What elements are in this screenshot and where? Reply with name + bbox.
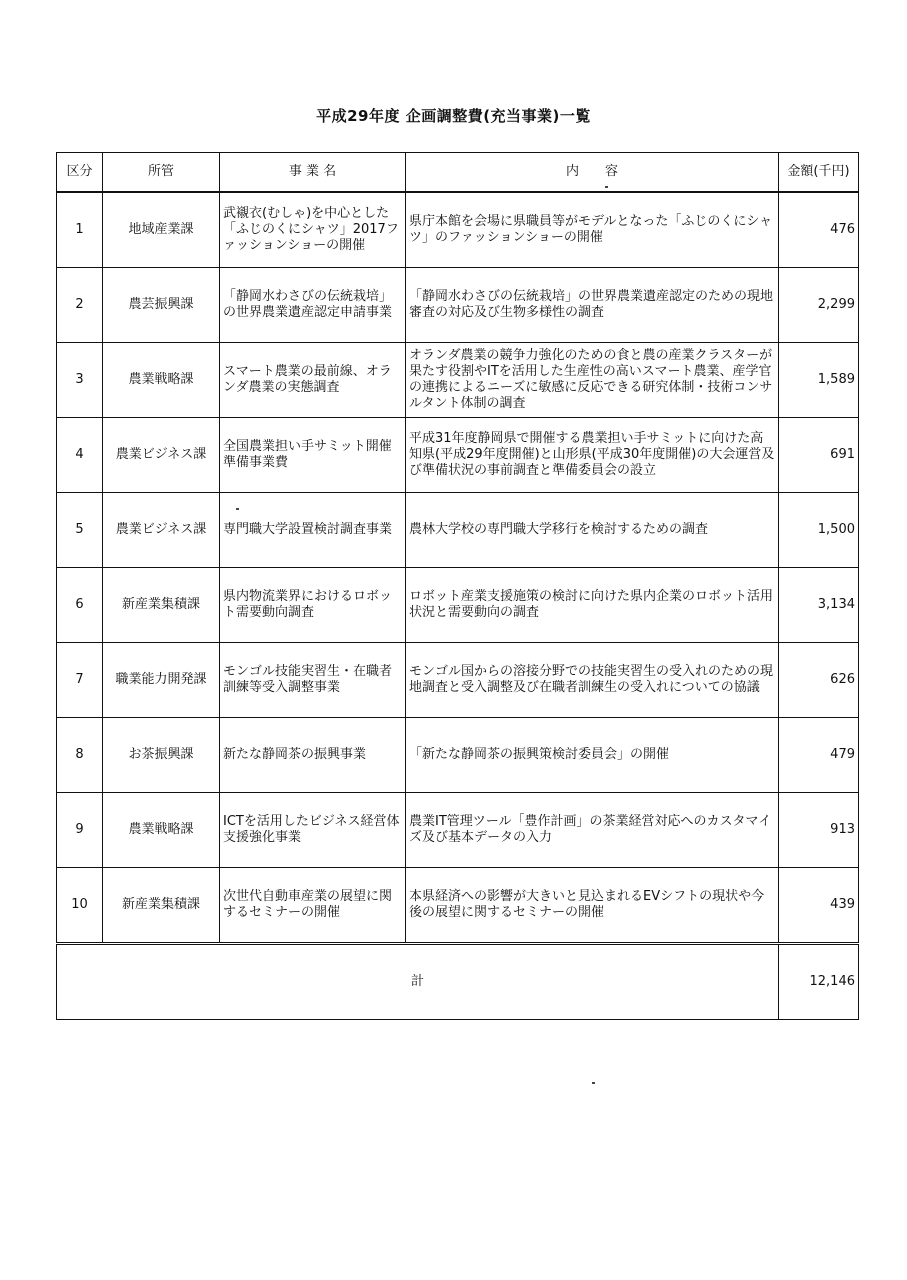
row-department: 地域産業課 xyxy=(103,192,220,268)
row-department: 新産業集積課 xyxy=(103,568,220,643)
row-content: 本県経済への影響が大きいと見込まれるEVシフトの現状や今後の展望に関するセミナーの開催 xyxy=(406,868,779,944)
row-department: 農業戦略課 xyxy=(103,343,220,418)
row-project-name: モンゴル技能実習生・在職者訓練等受入調整事業 xyxy=(220,643,406,718)
row-department: 新産業集積課 xyxy=(103,868,220,944)
row-amount: 3,134 xyxy=(779,568,859,643)
row-number: 5 xyxy=(57,493,103,568)
table-row xyxy=(57,718,859,793)
row-number: 8 xyxy=(57,718,103,793)
row-content: ロボット産業支援施策の検討に向けた県内企業のロボット活用状況と需要動向の調査 xyxy=(406,568,779,643)
row-project-name: 武襯衣(むしゃ)を中心とした「ふじのくにシャツ」2017ファッションショーの開催 xyxy=(220,192,406,268)
table-row xyxy=(57,192,859,268)
scan-speck xyxy=(605,186,608,188)
row-project-name: 県内物流業界におけるロボット需要動向調査 xyxy=(220,568,406,643)
row-department: 農業戦略課 xyxy=(103,793,220,868)
total-row xyxy=(57,944,859,1020)
row-project-name: 全国農業担い手サミット開催準備事業費 xyxy=(220,418,406,493)
table-row xyxy=(57,268,859,343)
row-content: 農業IT管理ツール「豊作計画」の茶業経営対応へのカスタマイズ及び基本データの入力 xyxy=(406,793,779,868)
row-department: 農業ビジネス課 xyxy=(103,493,220,568)
row-content: 平成31年度静岡県で開催する農業担い手サミットに向けた高知県(平成29年度開催)と山形県(平成30年度開催)の大会運営及び準備状況の事前調査と準備委員会の設立 xyxy=(406,418,779,493)
row-content: 農林大学校の専門職大学移行を検討するための調査 xyxy=(406,493,779,568)
row-amount: 1,500 xyxy=(779,493,859,568)
row-amount: 913 xyxy=(779,793,859,868)
row-project-name: 「静岡水わさびの伝統栽培」の世界農業遺産認定申請事業 xyxy=(220,268,406,343)
header-content: 内 容 xyxy=(406,153,779,193)
table-row xyxy=(57,418,859,493)
row-content: オランダ農業の競争力強化のための食と農の産業クラスターが果たす役割やITを活用した生産性の高いスマート農業、産学官の連携によるニーズに敏感に反応できる研究体制・技術コンサルタント体制の調査 xyxy=(406,343,779,418)
row-number: 3 xyxy=(57,343,103,418)
row-content: 「静岡水わさびの伝統栽培」の世界農業遺産認定のための現地審査の対応及び生物多様性の調査 xyxy=(406,268,779,343)
header-project-name: 事 業 名 xyxy=(220,153,406,193)
row-number: 10 xyxy=(57,868,103,944)
table-row xyxy=(57,493,859,568)
row-amount: 439 xyxy=(779,868,859,944)
row-project-name: スマート農業の最前線、オランダ農業の実態調査 xyxy=(220,343,406,418)
row-department: 職業能力開発課 xyxy=(103,643,220,718)
total-amount: 12,146 xyxy=(779,944,859,1020)
row-project-name: 新たな静岡茶の振興事業 xyxy=(220,718,406,793)
table-row xyxy=(57,568,859,643)
row-number: 7 xyxy=(57,643,103,718)
row-department: 農芸振興課 xyxy=(103,268,220,343)
row-number: 2 xyxy=(57,268,103,343)
row-department: お茶振興課 xyxy=(103,718,220,793)
row-content: 県庁本館を会場に県職員等がモデルとなった「ふじのくにシャツ」のファッションショーの開催 xyxy=(406,192,779,268)
row-content: 「新たな静岡茶の振興策検討委員会」の開催 xyxy=(406,718,779,793)
table-row xyxy=(57,793,859,868)
row-project-name: 専門職大学設置検討調査事業 xyxy=(220,493,406,568)
row-amount: 691 xyxy=(779,418,859,493)
row-number: 1 xyxy=(57,192,103,268)
budget-table xyxy=(56,152,859,1020)
table-row xyxy=(57,643,859,718)
row-amount: 2,299 xyxy=(779,268,859,343)
header-department: 所管 xyxy=(103,153,220,193)
row-project-name: ICTを活用したビジネス経営体支援強化事業 xyxy=(220,793,406,868)
row-amount: 626 xyxy=(779,643,859,718)
total-label: 計 xyxy=(57,944,779,1020)
table-row xyxy=(57,868,859,944)
row-amount: 476 xyxy=(779,192,859,268)
scan-speck xyxy=(592,1082,595,1084)
document-title: 平成29年度 企画調整費(充当事業)一覧 xyxy=(316,107,591,125)
header-amount: 金額(千円) xyxy=(779,153,859,193)
table-row xyxy=(57,343,859,418)
row-number: 9 xyxy=(57,793,103,868)
scan-speck xyxy=(236,508,239,510)
row-content: モンゴル国からの溶接分野での技能実習生の受入れのための現地調査と受入調整及び在職者訓練生の受入れについての協議 xyxy=(406,643,779,718)
header-category: 区分 xyxy=(57,153,103,193)
row-department: 農業ビジネス課 xyxy=(103,418,220,493)
row-amount: 479 xyxy=(779,718,859,793)
row-number: 6 xyxy=(57,568,103,643)
table-header-row xyxy=(57,153,859,193)
row-project-name: 次世代自動車産業の展望に関するセミナーの開催 xyxy=(220,868,406,944)
row-number: 4 xyxy=(57,418,103,493)
row-amount: 1,589 xyxy=(779,343,859,418)
